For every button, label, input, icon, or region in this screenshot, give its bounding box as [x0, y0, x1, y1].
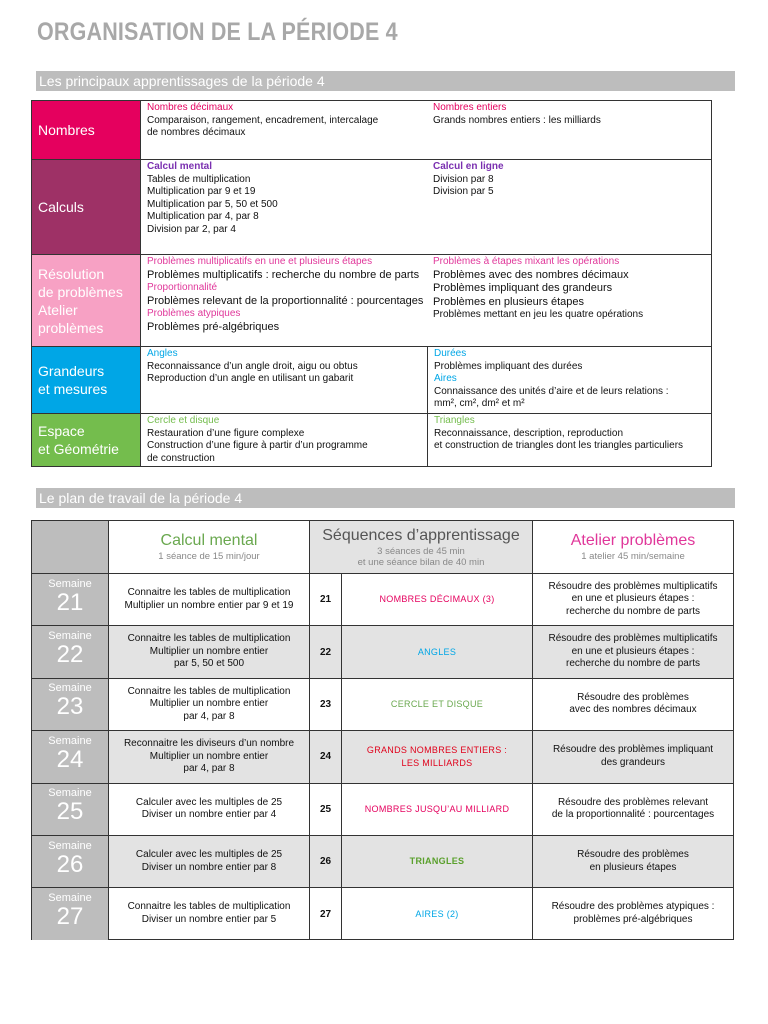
plan-header-row [32, 521, 733, 573]
sequence-cell [341, 731, 532, 782]
calcul-en-ligne-cell: Calcul en ligne Division par 8 Division par 5 [427, 160, 711, 254]
nombres-entiers-cell: Nombres entiers Grands nombres entiers : les milliards [427, 101, 711, 159]
week-label: Semaine [48, 839, 92, 852]
row-grandeurs [32, 346, 711, 413]
category-calculs: Calculs [32, 160, 140, 254]
subtitle: Calcul en ligne [433, 161, 504, 172]
atelier-text: Résoudre des problèmes multiplicatifs [548, 633, 718, 645]
sequence-title: NOMBRES DÉCIMAUX (3) [379, 594, 495, 605]
plan-de-travail-table [31, 520, 734, 940]
week-number: 27 [56, 903, 84, 931]
angles-cell: Angles Reconnaissance d’un angle droit, aigu ou obtus Reproduction d’un angle en utilisant un gabarit [140, 347, 427, 413]
calcul-mental-text: Calculer avec les multiples de 25 [135, 849, 283, 861]
sequence-number: 22 [319, 646, 332, 658]
sequence-number-cell [309, 626, 341, 677]
calcul-mental-text: Diviser un nombre entier par 8 [141, 861, 277, 873]
atelier-text: Résoudre des problèmes multiplicatifs [548, 580, 718, 592]
subtitle: Cercle et disque [147, 415, 220, 426]
calcul-mental-text: Connaitre les tables de multiplication [127, 587, 291, 599]
week-number: 23 [56, 693, 84, 721]
atelier-text: des grandeurs [601, 756, 665, 768]
calcul-mental-cell [108, 836, 309, 887]
calcul-mental-cell [108, 574, 309, 625]
atelier-text: Résoudre des problèmes [577, 691, 689, 703]
atelier-text: Résoudre des problèmes impliquant [552, 744, 714, 756]
sequence-cell [341, 888, 532, 939]
calcul-mental-cell [108, 731, 309, 782]
sequence-number-cell [309, 888, 341, 939]
sequence-number: 23 [319, 698, 332, 710]
atelier-text: Résoudre des problèmes atypiques : [551, 901, 715, 913]
sequence-number: 25 [319, 803, 332, 815]
calcul-mental-text: par 4, par 8 [183, 710, 235, 722]
page-title: ORGANISATION DE LA PÉRIODE 4 [37, 18, 398, 46]
subtitle: Angles [147, 348, 178, 359]
week-cell [32, 574, 108, 625]
section-heading-plan: Le plan de travail de la période 4 [36, 488, 735, 508]
atelier-text: recherche du nombre de parts [566, 605, 700, 617]
sequence-cell [341, 784, 532, 835]
subtitle: Nombres entiers [433, 102, 507, 113]
cercle-disque-cell: Cercle et disque Restauration d’une figure complexe Construction d’une figure à partir d’un programme de construction [140, 414, 427, 466]
calcul-mental-text: par 5, 50 et 500 [173, 658, 245, 670]
week-row [32, 783, 733, 835]
row-calculs [32, 159, 711, 254]
atelier-text: avec des nombres décimaux [569, 704, 697, 716]
atelier-cell [532, 574, 733, 625]
week-number: 25 [56, 798, 84, 826]
atelier-cell [532, 731, 733, 782]
calcul-mental-text: par 4, par 8 [183, 763, 235, 775]
calcul-mental-text: Diviser un nombre entier par 5 [141, 914, 277, 926]
sequence-title: AIRES (2) [415, 908, 459, 919]
triangles-cell: Triangles Reconnaissance, description, reproduction et construction de triangles dont les triangles particuliers [427, 414, 711, 466]
problemes-etapes-cell: Problèmes à étapes mixant les opérations Problèmes avec des nombres décimaux Problèmes impliquant des grandeurs Problèmes en plusieurs étapes Problèmes mettant en jeu les quatre opérations [427, 255, 711, 346]
calcul-mental-cell: Calcul mental Tables de multiplication Multiplication par 9 et 19 Multiplication par 5, 50 et 500 Multiplication par 4, par 8 Division par 2, par 4 [140, 160, 427, 254]
calcul-mental-text: Multiplier un nombre entier [149, 750, 269, 762]
sequence-cell [341, 836, 532, 887]
subtitle: Problèmes à étapes mixant les opérations [433, 256, 620, 267]
week-number: 22 [56, 641, 84, 669]
sequence-number: 26 [319, 856, 332, 868]
category-nombres: Nombres [32, 101, 140, 159]
sequence-title: ANGLES [417, 646, 457, 657]
week-number: 24 [56, 745, 84, 773]
subtitle: Triangles [434, 415, 475, 426]
calcul-mental-text: Connaitre les tables de multiplication [127, 685, 291, 697]
calcul-mental-text: Reconnaitre les diviseurs d’un nombre [123, 737, 295, 749]
atelier-text: recherche du nombre de parts [566, 658, 700, 670]
calcul-mental-text: Multiplier un nombre entier par 9 et 19 [124, 599, 294, 611]
week-label: Semaine [48, 577, 92, 590]
sequence-cell [341, 574, 532, 625]
week-row [32, 573, 733, 625]
durees-aires-cell: Durées Problèmes impliquant des durées Aires Connaissance des unités d’aire et de leurs relations : mm², cm², dm² et m² [427, 347, 711, 413]
calcul-mental-text: Calculer avec les multiples de 25 [135, 796, 283, 808]
subtitle: Calcul mental [147, 161, 213, 172]
atelier-cell [532, 679, 733, 730]
calcul-mental-text: Connaitre les tables de multiplication [127, 901, 291, 913]
calcul-mental-cell [108, 888, 309, 939]
problemes-multiplicatifs-cell: Problèmes multiplicatifs en une et plusieurs étapes Problèmes multiplicatifs : recherche du nombre de parts Proportionnalité Problèmes relevant de la proportionnalité : pourcentages Problèmes atypiques Problèmes pré-algébriques [140, 255, 427, 346]
sequence-number-cell [309, 784, 341, 835]
calcul-mental-cell [108, 679, 309, 730]
atelier-text: en une et plusieurs étapes : [571, 593, 695, 605]
sequence-title: TRIANGLES [409, 856, 465, 867]
calcul-mental-text: Diviser un nombre entier par 4 [141, 809, 277, 821]
section-heading-apprentissages: Les principaux apprentissages de la période 4 [36, 71, 735, 91]
header-calcul-mental: Calcul mental 1 séance de 15 min/jour [108, 521, 309, 573]
subtitle: Durées [434, 348, 467, 359]
sequence-cell [341, 679, 532, 730]
sequence-title: LES MILLIARDS [401, 757, 473, 768]
week-cell [32, 626, 108, 677]
sequence-title: CERCLE ET DISQUE [390, 698, 484, 709]
sequence-number: 24 [319, 751, 332, 763]
header-corner [32, 521, 108, 573]
week-cell [32, 679, 108, 730]
atelier-cell [532, 626, 733, 677]
atelier-text: Résoudre des problèmes relevant [557, 796, 709, 808]
week-label: Semaine [48, 682, 92, 695]
calcul-mental-text: Connaitre les tables de multiplication [127, 633, 291, 645]
sequence-number-cell [309, 574, 341, 625]
week-cell [32, 888, 108, 939]
subtitle: Nombres décimaux [147, 102, 234, 113]
calcul-mental-cell [108, 626, 309, 677]
sequence-title: NOMBRES JUSQU’AU MILLIARD [364, 803, 510, 814]
sequence-number-cell [309, 836, 341, 887]
row-resolution [32, 254, 711, 346]
nombres-decimaux-cell: Nombres décimaux Comparaison, rangement, encadrement, intercalage de nombres décimaux [140, 101, 427, 159]
apprentissages-table [31, 100, 712, 467]
week-row [32, 678, 733, 730]
week-number: 26 [56, 850, 84, 878]
row-espace [32, 413, 711, 466]
atelier-text: Résoudre des problèmes [577, 849, 689, 861]
row-nombres [32, 101, 711, 159]
week-row [32, 625, 733, 677]
sequence-cell [341, 626, 532, 677]
subtitle: Problèmes atypiques [147, 308, 241, 320]
category-grandeurs: Grandeurs et mesures [32, 347, 140, 413]
week-row [32, 887, 733, 939]
week-row [32, 730, 733, 782]
calcul-mental-cell [108, 784, 309, 835]
calcul-mental-text: Multiplier un nombre entier [149, 698, 269, 710]
atelier-text: de la proportionnalité : pourcentages [551, 809, 715, 821]
category-espace: Espace et Géométrie [32, 414, 140, 466]
subtitle: Problèmes multiplicatifs en une et plusieurs étapes [147, 256, 373, 267]
week-label: Semaine [48, 734, 92, 747]
week-row [32, 835, 733, 887]
week-label: Semaine [48, 787, 92, 800]
week-cell [32, 731, 108, 782]
week-cell [32, 836, 108, 887]
subtitle: Proportionnalité [147, 282, 218, 294]
calcul-mental-text: Multiplier un nombre entier [149, 645, 269, 657]
week-cell [32, 784, 108, 835]
atelier-text: problèmes pré-algébriques [573, 914, 693, 926]
atelier-text: en plusieurs étapes [589, 861, 677, 873]
atelier-cell [532, 836, 733, 887]
sequence-title: GRANDS NOMBRES ENTIERS : [366, 744, 508, 755]
sequence-number-cell [309, 731, 341, 782]
week-number: 21 [56, 588, 84, 616]
week-label: Semaine [48, 892, 92, 905]
category-resolution: Résolution de problèmes Atelier problèmes [32, 255, 140, 346]
atelier-cell [532, 888, 733, 939]
subtitle: Aires [434, 373, 457, 384]
header-atelier-problemes: Atelier problèmes 1 atelier 45 min/semaine [532, 521, 733, 573]
header-sequences: Séquences d’apprentissage 3 séances de 45 min et une séance bilan de 40 min [309, 521, 532, 573]
sequence-number: 27 [319, 908, 332, 920]
week-label: Semaine [48, 630, 92, 643]
atelier-text: en une et plusieurs étapes : [571, 645, 695, 657]
sequence-number-cell [309, 679, 341, 730]
sequence-number: 21 [319, 594, 332, 606]
atelier-cell [532, 784, 733, 835]
